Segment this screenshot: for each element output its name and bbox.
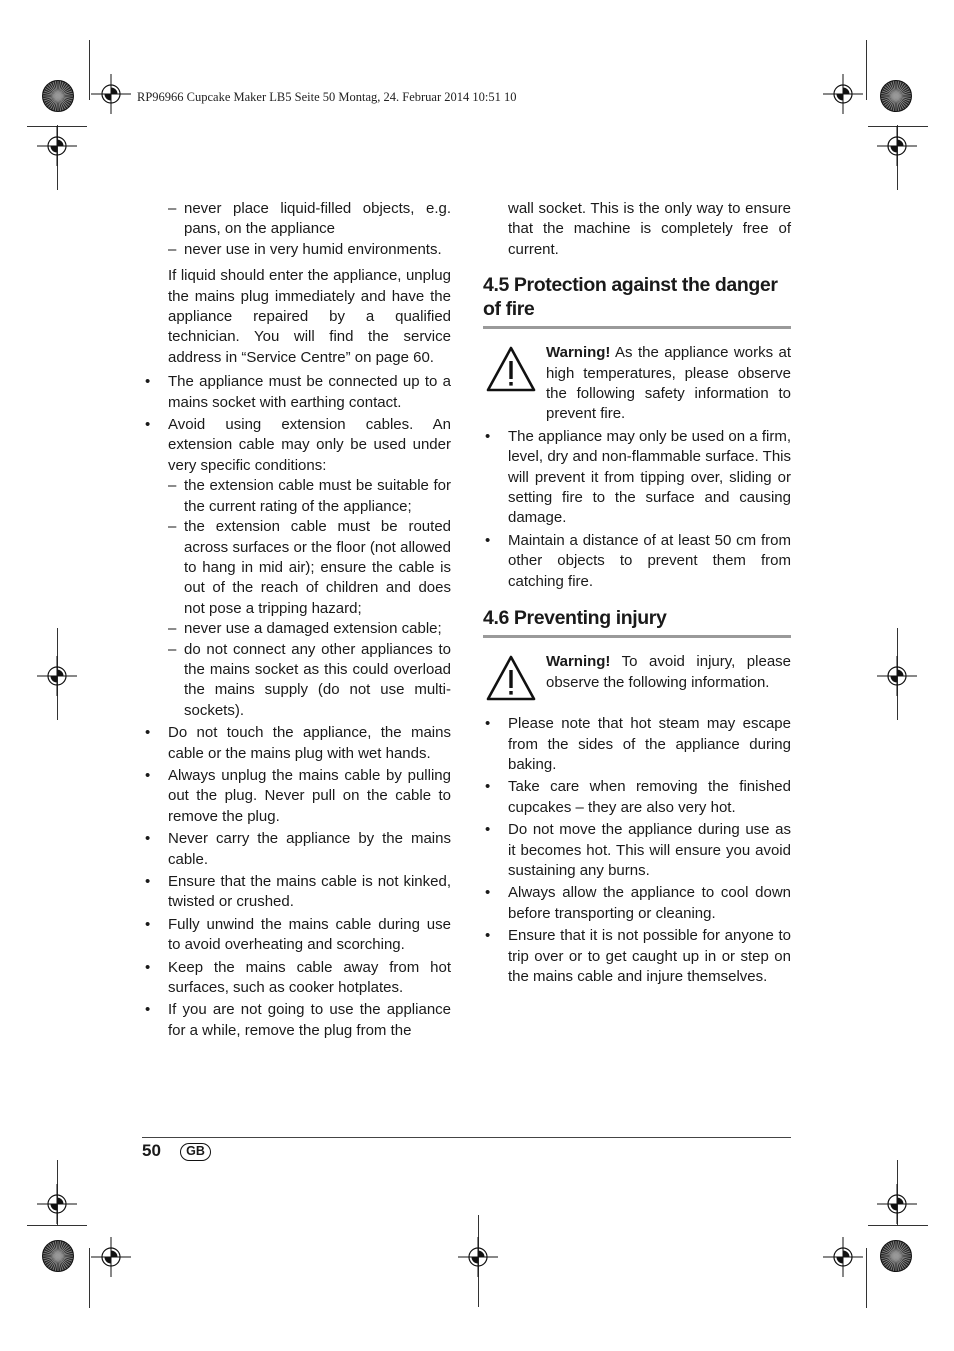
registration-mark-icon [91,74,131,114]
bullet-list-injury [483,714,791,987]
registration-mark-icon [877,126,917,166]
dash-marker: – [168,477,177,495]
dash-list-2 [143,476,451,721]
list-item: – never use a damaged extension cable; [168,619,451,639]
bullet-list-2 [143,723,451,1041]
warning-text: To avoid injury, please observe the following information. [546,653,791,691]
list-item: – do not connect any other appliances to the mains socket as this could overload the mains supply (do not use multi-sockets). [168,640,451,719]
right-column [483,199,791,987]
list-item: • Do not touch the appliance, the mains cable or the mains plug with wet hands. [145,724,451,762]
list-item: • The appliance must be connected up to a mains socket with earthing contact. [145,373,451,411]
bullet-marker: • [145,766,151,784]
warning-triangle-icon [485,345,537,393]
dash-marker: – [168,640,177,658]
list-item: • Take care when removing the finished cupcakes – they are also very hot. [485,778,791,816]
list-item: • Do not move the appliance during use as it becomes hot. This will ensure you avoid sustaining any burns. [485,821,791,879]
warning-label: Warning! [546,344,611,362]
page-number: 50 [142,1141,161,1160]
registration-mark-icon [823,74,863,114]
color-wheel-icon [879,1239,913,1273]
list-item: • Always unplug the mains cable by pulling out the plug. Never pull on the cable to remove the plug. [145,766,451,825]
bullet-marker: • [145,1001,151,1019]
crop-mark [89,1248,90,1308]
dash-list-1 [143,199,451,260]
crop-mark [866,40,867,100]
list-item: • Avoid using extension cables. An extension cable may only be used under very specific conditions: [145,416,451,474]
bullet-marker: • [145,830,151,848]
bullet-marker: • [145,873,151,890]
bullet-marker: • [485,927,491,945]
registration-mark-icon [37,126,77,166]
bullet-list-fire [483,427,791,592]
bullet-marker: • [485,884,491,902]
color-wheel-icon [41,79,75,113]
dash-marker: – [168,200,177,217]
list-item: – never use in very humid environments. [168,240,451,260]
warning-text: As the appliance works at high temperatures, please observe the following safety information to prevent fire. [546,344,791,423]
bullet-marker: • [485,715,491,733]
list-item: • Ensure that it is not possible for anyone to trip over or to get caught up in or step on the mains cable and injure themselves. [485,927,791,985]
warning-box-injury [483,652,791,710]
list-item: • Fully unwind the mains cable during use to avoid overheating and scorching. [145,915,451,954]
crop-mark [868,1225,928,1226]
crop-mark [866,1248,867,1308]
dash-marker: – [168,240,177,258]
footer-rule [142,1137,791,1138]
registration-mark-icon [37,656,77,696]
bullet-list-1 [143,372,451,476]
list-item: • Never carry the appliance by the mains cable. [145,830,451,868]
bullet-marker: • [145,915,151,933]
bullet-marker: • [145,724,151,742]
crop-mark [27,1225,87,1226]
warning-triangle-icon [485,654,537,702]
liquid-paragraph: If liquid should enter the appliance, unplug the mains plug immediately and have the appliance repaired by a qualified technician. You will find the service address in “Service Centre” on page 60. [168,267,451,366]
bullet-marker: • [485,427,491,445]
warning-box-fire [483,343,791,425]
list-item: – the extension cable must be suitable for the current rating of the appliance; [168,477,451,515]
list-item: • Please note that hot steam may escape from the sides of the appliance during baking. [485,715,791,773]
bullet-marker: • [145,373,151,391]
section-heading-injury: 4.6 Preventing injury [483,606,791,638]
crop-mark [89,40,90,100]
list-item: • If you are not going to use the appliance for a while, remove the plug from the [145,1001,451,1039]
registration-mark-icon [37,1184,77,1224]
list-item: • The appliance may only be used on a firm, level, dry and non-flammable surface. This will prevent it from tipping over, sliding or setting fire to the surface and causing damage. [485,427,791,527]
warning-label: Warning! [546,653,611,671]
list-item: – never place liquid-filled objects, e.g. pans, on the appliance [168,200,451,238]
bullet-marker: • [145,416,151,434]
registration-mark-icon [877,1184,917,1224]
bullet-marker: • [485,531,491,549]
left-column [143,199,451,1041]
list-item: – the extension cable must be routed across surfaces or the floor (not allowed to hang in mid air); ensure the cable is out of the reach of children and does not pose a tripping hazard; [168,518,451,617]
registration-mark-icon [823,1237,863,1277]
section-heading-fire: 4.5 Protection against the danger of fire [483,273,791,329]
list-item: • Maintain a distance of at least 50 cm from other objects to prevent them from catching fire. [485,531,791,590]
bullet-marker: • [145,958,151,976]
registration-mark-icon [91,1237,131,1277]
dash-marker: – [168,518,177,536]
list-item: • Keep the mains cable away from hot surfaces, such as cooker hotplates. [145,958,451,997]
color-wheel-icon [41,1239,75,1273]
print-header: RP96966 Cupcake Maker LB5 Seite 50 Montag, 24. Februar 2014 10:51 10 [137,90,517,104]
list-item: • Ensure that the mains cable is not kinked, twisted or crushed. [145,873,451,911]
continuation-paragraph: wall socket. This is the only way to ensure that the machine is completely free of current. [508,200,791,258]
dash-marker: – [168,620,177,638]
registration-mark-icon [877,656,917,696]
list-item: • Always allow the appliance to cool down before transporting or cleaning. [485,884,791,922]
bullet-marker: • [485,778,491,796]
bullet-marker: • [485,821,491,839]
color-wheel-icon [879,79,913,113]
registration-mark-icon [458,1237,498,1277]
language-badge: GB [180,1143,211,1161]
